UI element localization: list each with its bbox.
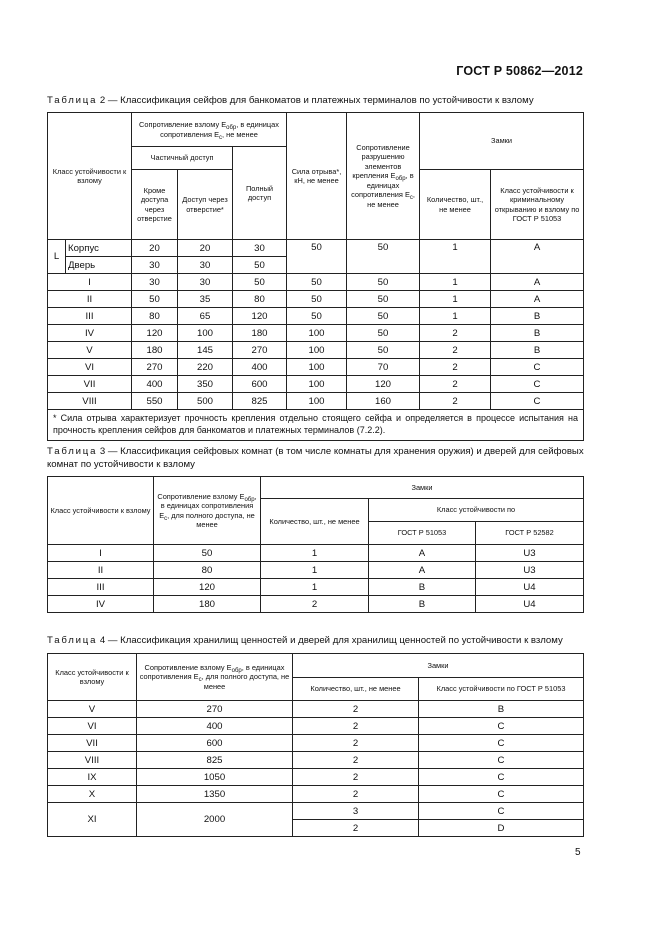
table-cell: 30 — [178, 257, 233, 274]
table-cell: 120 — [347, 376, 420, 393]
table-cell: 50 — [347, 325, 420, 342]
table-cell: 30 — [233, 240, 287, 257]
table-cell: X — [48, 786, 137, 803]
table-cell: 400 — [137, 718, 293, 735]
table-cell: I — [48, 274, 132, 291]
t2-header-locks: Замки — [420, 113, 584, 170]
table-cell: VII — [48, 735, 137, 752]
table-cell: A — [369, 545, 476, 562]
table-cell: U4 — [476, 579, 584, 596]
table-cell: 270 — [233, 342, 287, 359]
t4-header-qty: Количество, шт., не менее — [293, 678, 419, 701]
table-cell: 50 — [233, 257, 287, 274]
table-cell: 30 — [178, 274, 233, 291]
table-cell: 100 — [287, 359, 347, 376]
table-cell: V — [48, 342, 132, 359]
table-cell: 2 — [293, 786, 419, 803]
t2-header-force: Сила отрыва*, кН, не менее — [287, 113, 347, 240]
table-cell: 1350 — [137, 786, 293, 803]
t3-header-locks: Замки — [261, 477, 584, 499]
table-cell: 50 — [347, 274, 420, 291]
table-row — [48, 274, 584, 291]
table-cell: 20 — [178, 240, 233, 257]
table3-caption — [47, 445, 587, 471]
table-cell: 600 — [137, 735, 293, 752]
t2-l-door: Дверь — [66, 257, 132, 274]
table-cell: 2 — [420, 359, 491, 376]
table-cell: 2 — [293, 701, 419, 718]
t2-l-class: L — [48, 240, 66, 274]
table-row — [48, 359, 584, 376]
table-cell: 50 — [347, 240, 420, 274]
t3-header-gost1: ГОСТ Р 51053 — [369, 522, 476, 545]
table-cell: D — [419, 820, 584, 837]
table-cell: 2 — [420, 376, 491, 393]
table-cell: B — [369, 579, 476, 596]
t2-footnote: * Сила отрыва характеризует прочность крепления отдельно стоящего сейфа и определяется в процессе испытания на прочность крепления сейфов для банкоматов и платежных терминалов (7.2.2). — [48, 410, 584, 441]
table-row — [48, 803, 584, 820]
table-cell: U4 — [476, 596, 584, 613]
table-row — [48, 701, 584, 718]
table-row — [48, 562, 584, 579]
table4-caption — [47, 634, 587, 647]
table-row — [48, 579, 584, 596]
table-cell: 120 — [132, 325, 178, 342]
table-cell: C — [419, 769, 584, 786]
table-cell: VII — [48, 376, 132, 393]
t2-header-qty: Количество, шт., не менее — [420, 170, 491, 240]
table2-caption-word: Таблица — [47, 95, 98, 106]
table-row — [48, 291, 584, 308]
table-cell: 2 — [420, 342, 491, 359]
table-cell: C — [491, 359, 584, 376]
table-cell: II — [48, 291, 132, 308]
table-cell: A — [491, 274, 584, 291]
table-cell: 70 — [347, 359, 420, 376]
t2-l-body: Корпус — [66, 240, 132, 257]
table-cell: 50 — [287, 274, 347, 291]
table-cell: 2 — [293, 820, 419, 837]
table-cell: 1 — [420, 308, 491, 325]
table-cell: U3 — [476, 562, 584, 579]
table-cell: 65 — [178, 308, 233, 325]
table-cell: 825 — [137, 752, 293, 769]
t4-header-class: Класс устойчивости к взлому — [48, 654, 137, 701]
table-cell: C — [491, 376, 584, 393]
table-cell: B — [419, 701, 584, 718]
table-cell: VIII — [48, 752, 137, 769]
table-cell: 825 — [233, 393, 287, 410]
table-cell: 100 — [287, 325, 347, 342]
table4 — [47, 653, 584, 837]
table-cell: 1 — [261, 579, 369, 596]
table-cell: V — [48, 701, 137, 718]
table-cell: B — [491, 342, 584, 359]
table-cell: 30 — [132, 257, 178, 274]
table-cell: 145 — [178, 342, 233, 359]
table-cell: 270 — [132, 359, 178, 376]
table-cell: 1 — [261, 562, 369, 579]
t4-xi-class: XI — [48, 803, 137, 837]
table-cell: 100 — [287, 376, 347, 393]
table-cell: 2 — [293, 769, 419, 786]
table-cell: 400 — [233, 359, 287, 376]
table-cell: C — [419, 803, 584, 820]
table-cell: A — [491, 240, 584, 274]
t2-header-class: Класс устойчивости к взлому — [48, 113, 132, 240]
table-cell: 50 — [132, 291, 178, 308]
table2-caption-text: 2 — Классификация сейфов для банкоматов и платежных терминалов по устойчивости к взлому — [97, 95, 534, 106]
table-cell: 1050 — [137, 769, 293, 786]
table-row — [48, 308, 584, 325]
table-cell: A — [491, 291, 584, 308]
table-cell: 50 — [233, 274, 287, 291]
table-cell: 220 — [178, 359, 233, 376]
table-row — [48, 786, 584, 803]
table-row — [48, 325, 584, 342]
t2-header-lockclass: Класс устойчивости к криминальному открыванию и взлому по ГОСТ Р 51053 — [491, 170, 584, 240]
table-cell: 400 — [132, 376, 178, 393]
table-cell: 120 — [233, 308, 287, 325]
table-cell: 50 — [287, 291, 347, 308]
table-cell: C — [419, 735, 584, 752]
table-cell: III — [48, 579, 154, 596]
table-cell: 2 — [293, 718, 419, 735]
table-cell: 350 — [178, 376, 233, 393]
table-cell: 50 — [154, 545, 261, 562]
table-cell: 35 — [178, 291, 233, 308]
table-cell: 180 — [132, 342, 178, 359]
table-cell: C — [419, 786, 584, 803]
table-cell: 600 — [233, 376, 287, 393]
table4-caption-text: 4 — Классификация хранилищ ценностей и дверей для хранилищ ценностей по устойчивости к взлому — [97, 635, 563, 646]
table-cell: 180 — [154, 596, 261, 613]
table-cell: C — [491, 393, 584, 410]
t4-xi-resist: 2000 — [137, 803, 293, 837]
table-row — [48, 545, 584, 562]
table-cell: 1 — [420, 291, 491, 308]
t3-header-class: Класс устойчивости к взлому — [48, 477, 154, 545]
table-cell: 2 — [420, 325, 491, 342]
table-cell: 270 — [137, 701, 293, 718]
page-number: 5 — [575, 847, 581, 858]
t2-header-anchor: Сопротивление разрушению элементов крепления $E_{обр}$, в единицах сопротивления $E_c$, не менее — [347, 113, 420, 240]
table-cell: 80 — [233, 291, 287, 308]
table2 — [47, 112, 584, 441]
t4-header-lockclass: Класс устойчивости по ГОСТ Р 51053 — [419, 678, 584, 701]
table-cell: 100 — [178, 325, 233, 342]
table-cell: 2 — [420, 393, 491, 410]
t2-header-resistance: Сопротивление взлому $E_{обр}$, в единицах сопротивления $E_c$, не менее — [132, 113, 287, 147]
table-cell: IX — [48, 769, 137, 786]
table-cell: 2 — [293, 735, 419, 752]
table-cell: 50 — [347, 291, 420, 308]
table-cell: 180 — [233, 325, 287, 342]
table-cell: 30 — [132, 274, 178, 291]
table-row — [48, 596, 584, 613]
table-cell: 120 — [154, 579, 261, 596]
table-cell: 3 — [293, 803, 419, 820]
table-cell: 2 — [293, 752, 419, 769]
table-cell: 50 — [347, 308, 420, 325]
table-cell: I — [48, 545, 154, 562]
t2-header-through: Доступ через отверстие* — [178, 170, 233, 240]
table-row — [48, 752, 584, 769]
table-row — [48, 735, 584, 752]
table-cell: 100 — [287, 342, 347, 359]
table-cell: B — [491, 325, 584, 342]
table-cell: VI — [48, 359, 132, 376]
t3-header-resistance: Сопротивление взлому $E_{обр}$, в единицах сопротивления $E_c$, для полного доступа, не менее — [154, 477, 261, 545]
table-cell: 50 — [287, 240, 347, 274]
table-cell: IV — [48, 325, 132, 342]
table-cell: C — [419, 752, 584, 769]
table2-caption — [47, 94, 587, 107]
table-cell: 50 — [347, 342, 420, 359]
table-row — [48, 342, 584, 359]
table-cell: VI — [48, 718, 137, 735]
table-row — [48, 393, 584, 410]
table-cell: U3 — [476, 545, 584, 562]
table-cell: C — [419, 718, 584, 735]
table-cell: IV — [48, 596, 154, 613]
table-cell: III — [48, 308, 132, 325]
table3-caption-text: 3 — Классификация сейфовых комнат (в том числе комнаты для хранения оружия) и дверей для сейфовых комнат по устойчивости к взлому — [47, 446, 584, 470]
t3-header-qty: Количество, шт., не менее — [261, 499, 369, 545]
t4-header-resistance: Сопротивление взлому $E_{обр}$, в единицах сопротивления $E_c$, для полного доступа, не менее — [137, 654, 293, 701]
table-cell: 80 — [154, 562, 261, 579]
table-cell: B — [369, 596, 476, 613]
t3-header-gost2: ГОСТ Р 52582 — [476, 522, 584, 545]
table-cell: II — [48, 562, 154, 579]
table-row — [48, 240, 584, 257]
t2-header-except: Кроме доступа через отверстие — [132, 170, 178, 240]
table-cell: 1 — [261, 545, 369, 562]
t4-header-locks: Замки — [293, 654, 584, 678]
table-row — [48, 769, 584, 786]
table-cell: VIII — [48, 393, 132, 410]
table-row — [48, 376, 584, 393]
table3-caption-word: Таблица — [47, 446, 98, 457]
t2-header-partial: Частичный доступ — [132, 147, 233, 170]
table4-caption-word: Таблица — [47, 635, 98, 646]
table-cell: 550 — [132, 393, 178, 410]
table3 — [47, 476, 584, 613]
t3-header-lockclass: Класс устойчивости по — [369, 499, 584, 522]
table-cell: A — [369, 562, 476, 579]
table-cell: 500 — [178, 393, 233, 410]
table-cell: 50 — [287, 308, 347, 325]
table-cell: 160 — [347, 393, 420, 410]
table-cell: 100 — [287, 393, 347, 410]
table-cell: 2 — [261, 596, 369, 613]
table-cell: B — [491, 308, 584, 325]
standard-header: ГОСТ Р 50862—2012 — [456, 64, 583, 78]
table-cell: 1 — [420, 274, 491, 291]
table-cell: 1 — [420, 240, 491, 274]
table-cell: 20 — [132, 240, 178, 257]
table-row — [48, 718, 584, 735]
t2-header-full: Полный доступ — [233, 147, 287, 240]
table-cell: 80 — [132, 308, 178, 325]
